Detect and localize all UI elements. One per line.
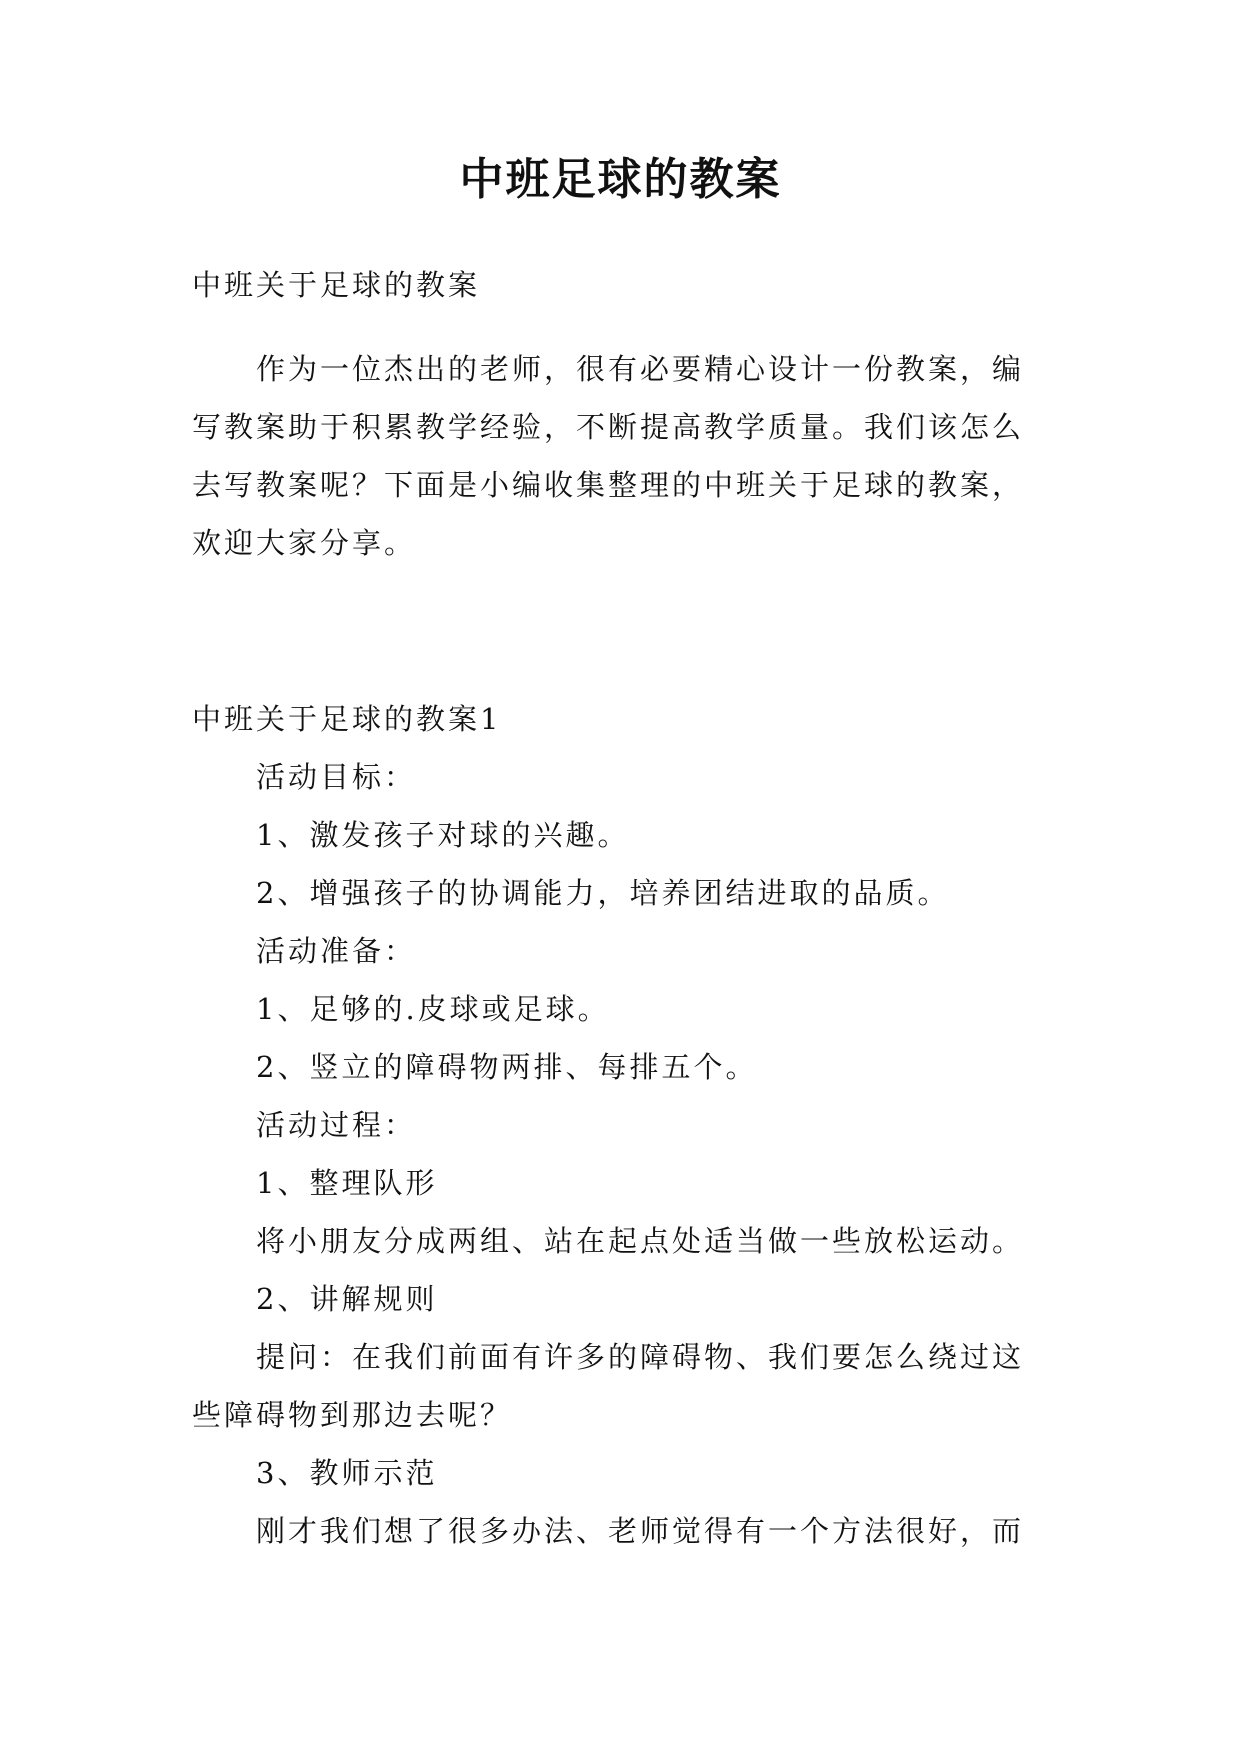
line-process-1-detail: 将小朋友分成两组、站在起点处适当做一些放松运动。 — [256, 1224, 1025, 1258]
question-paragraph — [192, 1328, 1052, 1444]
section-heading: 中班关于足球的教案1 — [192, 702, 502, 736]
line-activity-prep: 活动准备： — [256, 934, 417, 968]
line-goal-1: 1、激发孩子对球的兴趣。 — [256, 818, 630, 852]
intro-paragraph — [192, 340, 1052, 572]
document-subtitle: 中班关于足球的教案 — [192, 268, 481, 302]
line-goal-2: 2、增强孩子的协调能力，培养团结进取的品质。 — [256, 876, 950, 910]
line-process-1: 1、整理队形 — [256, 1166, 438, 1200]
question-text: 提问：在我们前面有许多的障碍物、我们要怎么绕过这些障碍物到那边去呢？ — [192, 1340, 1025, 1432]
line-prep-2: 2、竖立的障碍物两排、每排五个。 — [256, 1050, 758, 1084]
line-last: 刚才我们想了很多办法、老师觉得有一个方法很好，而 — [256, 1514, 1025, 1548]
document-title: 中班足球的教案 — [459, 154, 782, 205]
line-activity-goal: 活动目标： — [256, 760, 417, 794]
line-process-2: 2、讲解规则 — [256, 1282, 438, 1316]
line-prep-1: 1、足够的.皮球或足球。 — [256, 992, 610, 1026]
line-process-3: 3、教师示范 — [256, 1456, 438, 1490]
line-activity-process: 活动过程： — [256, 1108, 417, 1142]
intro-text: 作为一位杰出的老师，很有必要精心设计一份教案，编写教案助于积累教学经验，不断提高教学质量。我们该怎么去写教案呢？下面是小编收集整理的中班关于足球的教案，欢迎大家分享。 — [192, 352, 1025, 560]
